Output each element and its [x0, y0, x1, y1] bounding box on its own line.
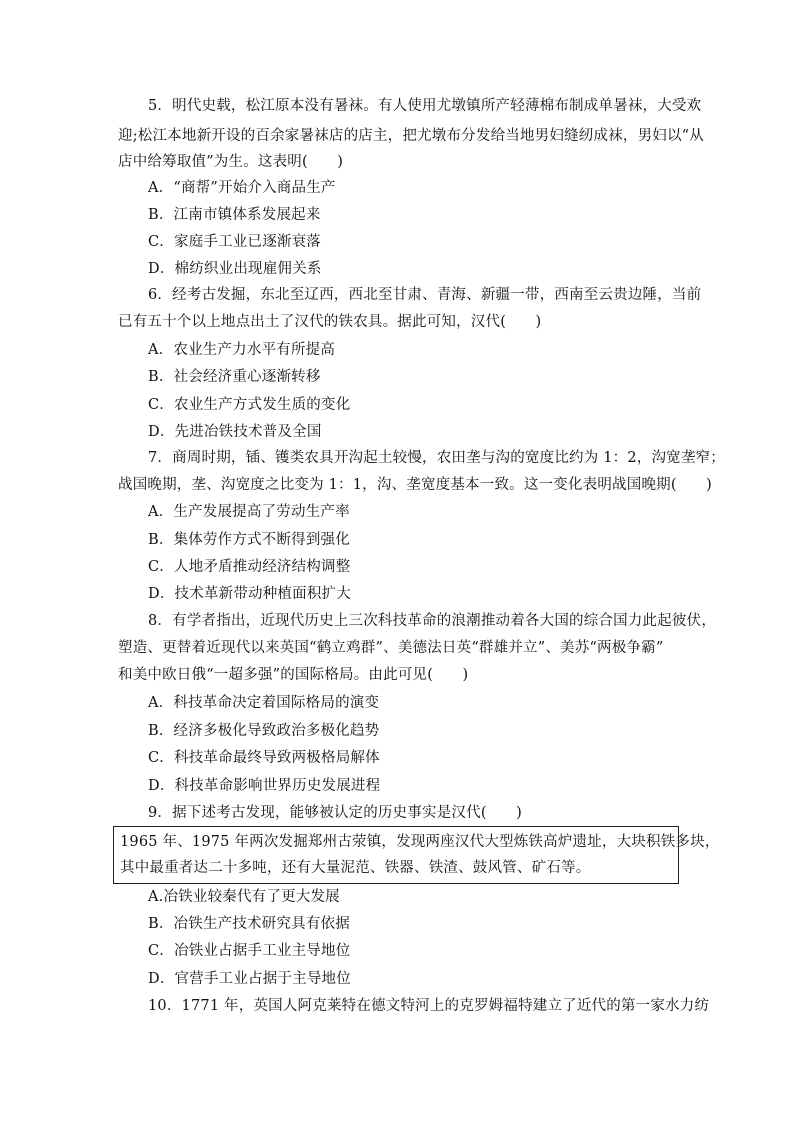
q7-option-a: A．生产发展提高了劳动生产率	[148, 504, 350, 520]
q9-material-line-2: 其中最重者达二十多吨，还有大量泥范、铁器、铁渣、鼓风管、矿石等。	[120, 860, 591, 876]
q7-option-d: D．技术革新带动种植面积扩大	[148, 586, 351, 602]
q5-stem-line-2: 迎;松江本地新开设的百余家暑袜店的店主，把尤墩布分发给当地男妇缝纫成袜，男妇以“从	[118, 128, 704, 144]
q7-stem-line-1: 7．商周时期，锸、镬类农具开沟起土较慢，农田垄与沟的宽度比约为 1：2，沟宽垄窄；	[148, 450, 725, 466]
q9-material-box	[113, 826, 720, 884]
q10-stem-line-1: 10．1771 年，英国人阿克莱特在德文特河上的克罗姆福特建立了近代的第一家水力纺	[148, 998, 710, 1014]
q5-option-d: D．棉纺织业出现雇佣关系	[148, 261, 322, 277]
q8-option-d: D．科技革命影响世界历史发展进程	[148, 778, 381, 794]
q9-option-a: A.冶铁业较秦代有了更大发展	[148, 889, 340, 905]
q6-option-d: D．先进冶铁技术普及全国	[148, 424, 322, 440]
q9-option-b: B．冶铁生产技术研究具有依据	[148, 916, 350, 932]
q9-stem-line-1: 9．据下述考古发现，能够被认定的历史事实是汉代( )	[148, 805, 522, 821]
q5-option-b: B．江南市镇体系发展起来	[148, 207, 321, 223]
q8-option-b: B．经济多极化导致政治多极化趋势	[148, 723, 380, 739]
q5-option-a: A．“商帮”开始介入商品生产	[148, 180, 336, 196]
q8-stem-line-1: 8．有学者指出，近现代历史上三次科技革命的浪潮推动着各大国的综合国力此起彼伏，	[148, 613, 717, 629]
q9-material-line-1: 1965 年、1975 年两次发掘郑州古荥镇，发现两座汉代大型炼铁高炉遗址，大块积铁多块，	[120, 834, 720, 850]
q8-stem-line-3: 和美中欧日俄“一超多强”的国际格局。由此可见( )	[118, 667, 469, 683]
q7-option-c: C．人地矛盾推动经济结构调整	[148, 559, 351, 575]
q5-option-c: C．家庭手工业已逐渐衰落	[148, 234, 321, 250]
q8-stem-line-2: 塑造、更替着近现代以来英国“鹤立鸡群”、美德法日英“群雄并立”、美苏“两极争霸”	[118, 640, 664, 656]
q6-option-a: A．农业生产力水平有所提高	[148, 342, 336, 358]
q7-option-b: B．集体劳作方式不断得到强化	[148, 532, 350, 548]
q8-option-c: C．科技革命最终导致两极格局解体	[148, 750, 380, 766]
q8-option-a: A．科技革命决定着国际格局的演变	[148, 695, 380, 711]
q7-stem-line-2: 战国晚期，垄、沟宽度之比变为 1：1，沟、垄宽度基本一致。这一变化表明战国晚期( )	[118, 477, 712, 493]
q9-option-d: D．官营手工业占据于主导地位	[148, 971, 351, 987]
q5-stem-line-3: 店中给筹取值”为生。这表明( )	[118, 154, 344, 170]
q6-stem-line-1: 6．经考古发掘，东北至辽西，西北至甘肃、青海、新疆一带，西南至云贵边陲，当前	[148, 287, 702, 303]
q6-stem-line-2: 已有五十个以上地点出土了汉代的铁农具。据此可知，汉代( )	[118, 314, 542, 330]
q9-option-c: C．冶铁业占据手工业主导地位	[148, 943, 351, 959]
q6-option-b: B．社会经济重心逐渐转移	[148, 369, 321, 385]
q6-option-c: C．农业生产方式发生质的变化	[148, 397, 351, 413]
q5-stem-line-1: 5．明代史载，松江原本没有暑袜。有人使用尤墩镇所产轻薄棉布制成单暑袜，大受欢	[148, 98, 702, 114]
